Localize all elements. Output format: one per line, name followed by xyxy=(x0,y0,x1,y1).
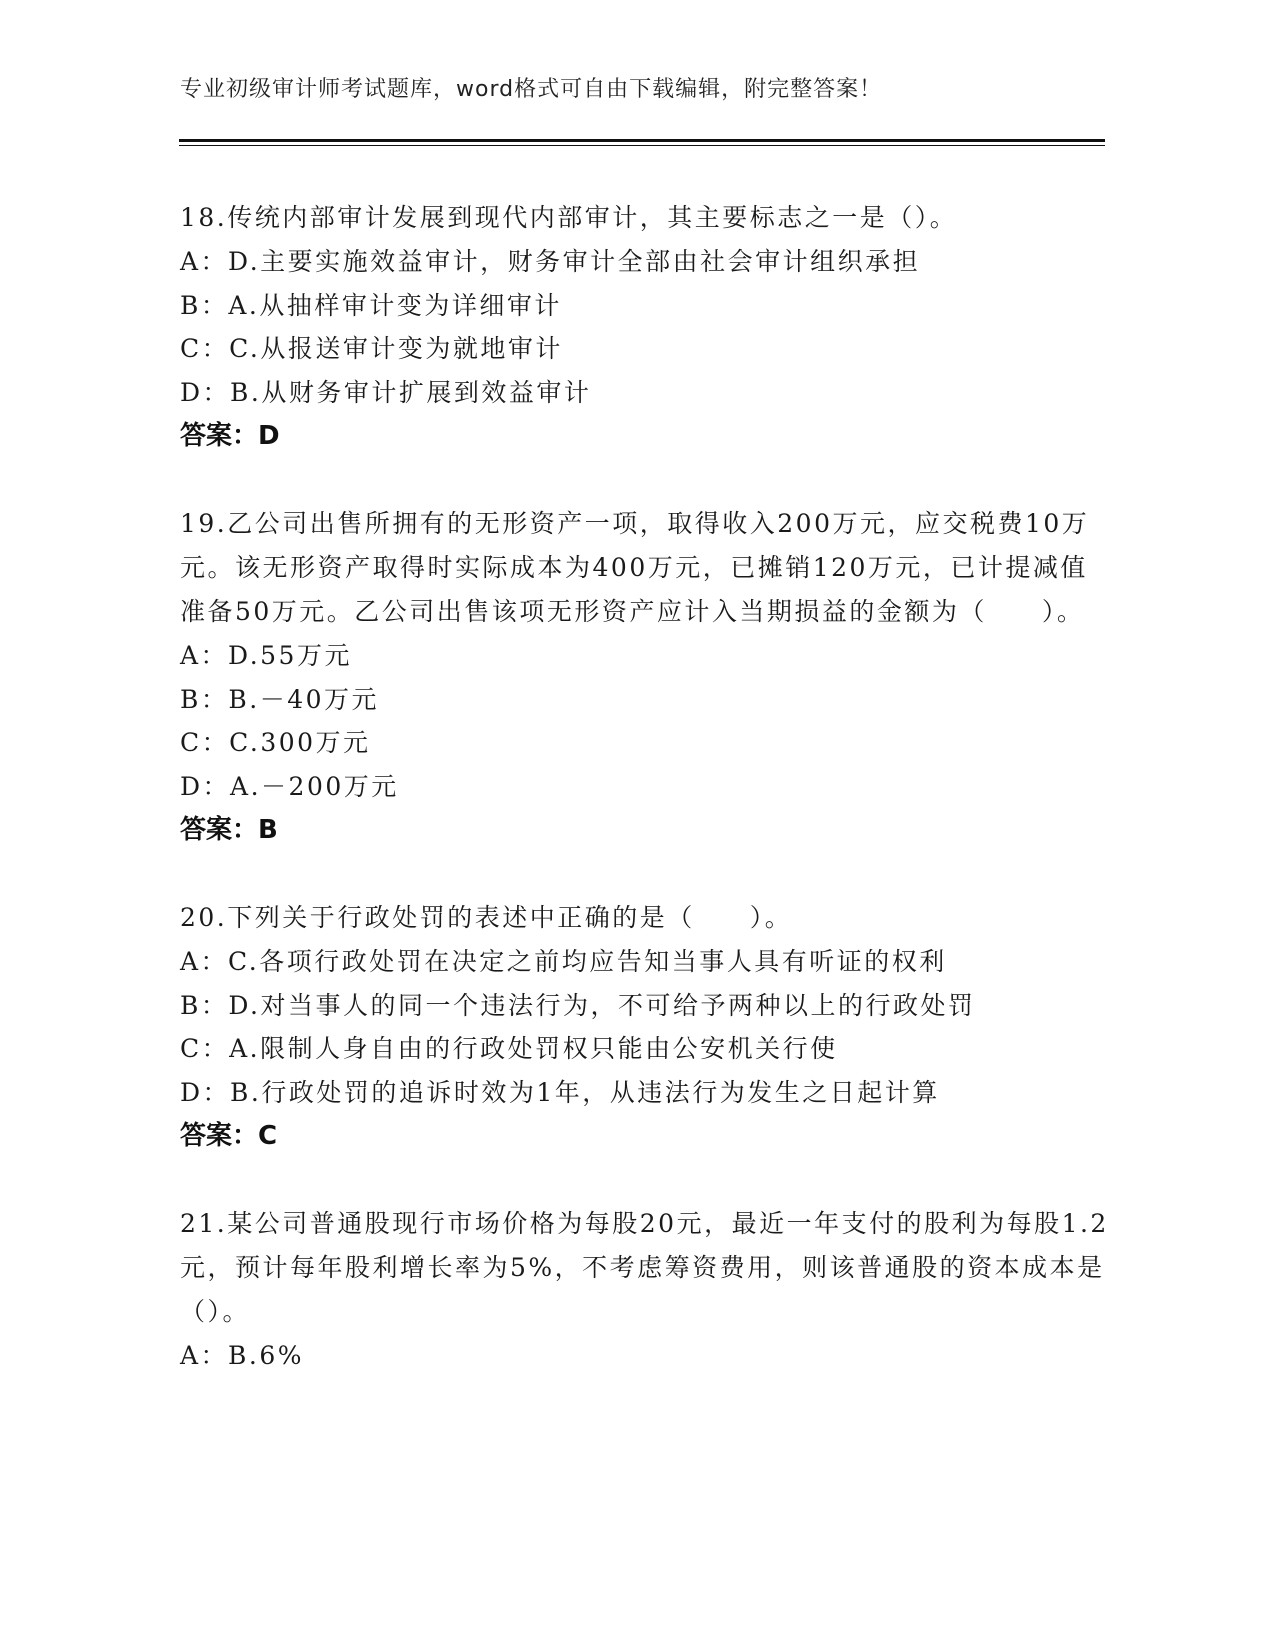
question-stem: 21.某公司普通股现行市场价格为每股20元，最近一年支付的股利为每股1.2元，预计每年股利增长率为5%，不考虑筹资费用，则该普通股的资本成本是（）。 xyxy=(180,1209,1109,1326)
question-19 xyxy=(180,502,1110,852)
question-stem: 20.下列关于行政处罚的表述中正确的是（ ）。 xyxy=(180,903,793,932)
question-stem: 18.传统内部审计发展到现代内部审计，其主要标志之一是（）。 xyxy=(180,203,958,232)
question-18 xyxy=(180,196,1110,458)
option-c: C：C.从报送审计变为就地审计 xyxy=(180,334,563,363)
option-c: C：C.300万元 xyxy=(180,728,371,757)
question-stem: 19.乙公司出售所拥有的无形资产一项，取得收入200万元，应交税费10万元。该无形资产取得时实际成本为400万元，已摊销120万元，已计提减值准备50万元。乙公司出售该项无形资产应计入当期损益的金额为（ ）。 xyxy=(180,509,1090,626)
answer: 答案：C xyxy=(180,1121,278,1151)
option-d: D：B.从财务审计扩展到效益审计 xyxy=(180,377,592,407)
option-a: A：D.55万元 xyxy=(180,641,352,670)
answer: 答案：D xyxy=(180,421,280,451)
question-list xyxy=(180,196,1110,1422)
option-d: D：B.行政处罚的追诉时效为1年，从违法行为发生之日起计算 xyxy=(180,1077,940,1107)
option-c: C：A.限制人身自由的行政处罚权只能由公安机关行使 xyxy=(180,1034,838,1063)
answer: 答案：B xyxy=(180,815,278,845)
option-d: D：A.－200万元 xyxy=(180,771,399,801)
option-b: B：D.对当事人的同一个违法行为，不可给予两种以上的行政处罚 xyxy=(180,990,976,1020)
option-a: A：D.主要实施效益审计，财务审计全部由社会审计组织承担 xyxy=(180,247,921,276)
option-b: B：B.－40万元 xyxy=(180,684,380,714)
header-divider-thin xyxy=(179,145,1105,146)
question-20 xyxy=(180,896,1110,1158)
option-a: A：C.各项行政处罚在决定之前均应告知当事人具有听证的权利 xyxy=(180,947,947,976)
option-a: A：B.6% xyxy=(180,1341,305,1370)
option-b: B：A.从抽样审计变为详细审计 xyxy=(180,290,562,320)
question-21 xyxy=(180,1202,1110,1378)
header-divider-thick xyxy=(179,139,1105,142)
page-header: 专业初级审计师考试题库，word格式可自由下载编辑，附完整答案！ xyxy=(180,77,883,102)
